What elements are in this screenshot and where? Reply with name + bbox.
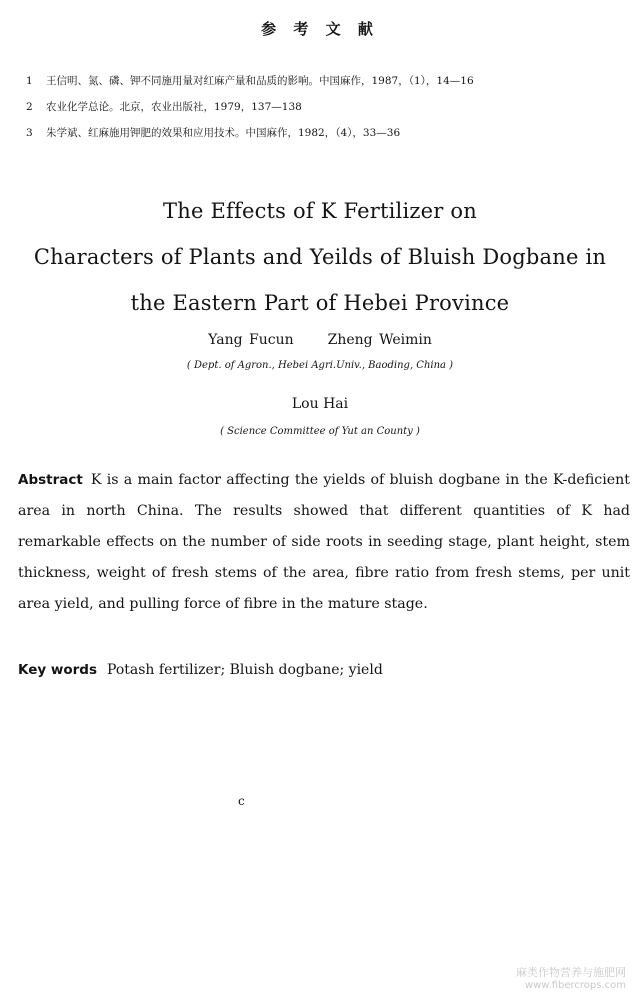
reference-text: 王信明、氮、磷、钾不同施用量对红麻产量和品质的影响。中国麻作，1987，（1），14—16 (46, 75, 474, 87)
reference-item (26, 120, 626, 146)
author-name: Zheng Weimin (327, 332, 432, 348)
reference-number: 2 (26, 101, 33, 113)
author-affiliation: ( Dept. of Agron., Hebei Agri.Univ., Baoding, China ) (186, 360, 454, 371)
abstract-label: Abstract (18, 472, 83, 488)
paper-title (0, 188, 640, 326)
keywords-line (18, 662, 630, 678)
reference-number: 3 (26, 127, 33, 139)
abstract-paragraph (18, 465, 630, 620)
reference-item (26, 68, 626, 94)
author-name: Lou Hai (291, 396, 349, 412)
title-line-3: the Eastern Part of Hebei Province (130, 291, 510, 315)
site-watermark (516, 966, 626, 992)
stray-mark: c (238, 794, 245, 808)
reference-text: 农业化学总论。北京，农业出版社，1979，137—138 (46, 101, 302, 113)
author-affiliation: ( Science Committee of Yut an County ) (220, 426, 420, 437)
keywords-text: Potash fertilizer; Bluish dogbane; yield (106, 662, 383, 678)
author-name: Yang Fucun (208, 332, 294, 348)
watermark-url: www.fibercrops.com (524, 980, 626, 991)
reference-text: 朱学斌、红麻施用钾肥的效果和应用技术。中国麻作，1982，（4），33—36 (46, 127, 401, 139)
abstract-text: K is a main factor affecting the yields of bluish dogbane in the K-deficient area in north China. The results showed that different quantities of K had remarkable effects on the number of side roots in seeding stage, plant height, stem thickness, weight of fresh stems of the area, fibre ratio from fresh stems, per unit area yield, and pulling force of fibre in the mature stage. (18, 472, 630, 612)
references-heading: 参 考 文 献 (261, 20, 379, 38)
reference-list (26, 68, 626, 146)
author-line (0, 332, 640, 348)
keywords-label: Key words (18, 662, 97, 678)
title-line-1: The Effects of K Fertilizer on (163, 199, 477, 223)
watermark-chinese: 麻类作物营养与施肥网 (516, 966, 626, 979)
reference-number: 1 (26, 75, 33, 87)
reference-item (26, 94, 626, 120)
title-line-2: Characters of Plants and Yeilds of Bluish Dogbane in (33, 245, 607, 269)
